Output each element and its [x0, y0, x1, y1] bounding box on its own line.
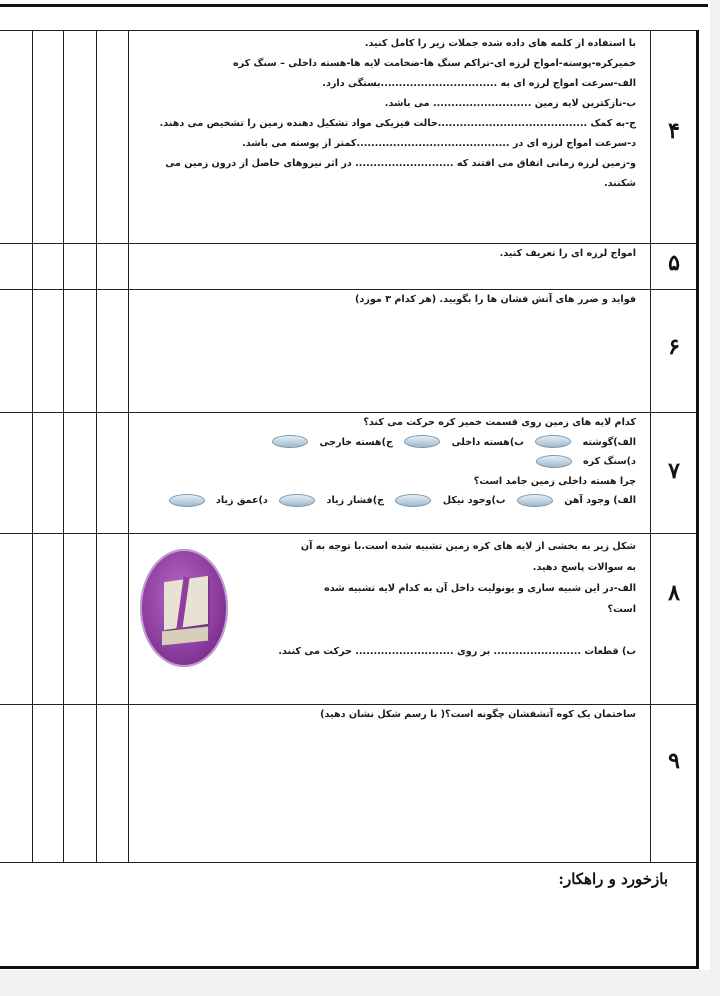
options-row	[161, 433, 636, 453]
question-number: ۶	[668, 334, 680, 360]
option-label: ب)وجود نیکل	[442, 495, 506, 506]
column-divider	[128, 30, 129, 862]
question-line: با استفاده از کلمه های داده شده جملات زیر را کامل کنید.	[364, 38, 636, 49]
option-label: ج)فشار زیاد	[326, 495, 384, 506]
column-divider	[32, 30, 33, 862]
question-number: ۵	[668, 250, 680, 276]
question-line	[278, 620, 636, 641]
layered-model-image	[140, 549, 228, 667]
question-8-text	[278, 536, 636, 662]
row-divider	[0, 30, 696, 31]
styrofoam-base	[162, 627, 208, 646]
row-divider	[0, 533, 696, 534]
question-line: الف-سرعت امواج لرزه ای به ................................بستگی دارد.	[322, 78, 636, 89]
question-line: ب-نازکترین لایه زمین ........................... می باشد.	[384, 98, 636, 109]
answer-option[interactable]	[169, 494, 205, 507]
question-line: شکل زیر به بخشی از لایه های کره زمین تشبیه شده است.با توجه به آن	[300, 541, 636, 552]
question-4-text	[160, 34, 636, 194]
question-line: الف-در این شبیه سازی و یونولیت داخل آن به کدام لایه تشبیه شده	[324, 583, 636, 594]
answer-option[interactable]	[395, 494, 431, 507]
option-label: د)سنگ کره	[582, 456, 636, 467]
option-label: ب)هسته داخلی	[451, 436, 524, 448]
question-6-text	[355, 290, 636, 310]
options-row	[161, 491, 636, 511]
question-line: است؟	[607, 604, 636, 615]
options-row	[161, 452, 636, 472]
option-label: د)عمق زیاد	[215, 495, 268, 506]
question-9-text	[320, 705, 636, 725]
question-line: چرا هسته داخلی زمین جامد است؟	[473, 475, 636, 487]
question-line: به سوالات پاسخ دهید.	[532, 562, 636, 573]
question-line: ساختمان یک کوه آتشفشان چگونه است؟( با رسم شکل نشان دهید)	[320, 709, 636, 720]
question-line: ج-به کمک .........................................حالت فیزیکی مواد تشکیل دهنده زمین را تشخیص می دهند.	[159, 118, 636, 129]
question-line: کدام لایه های زمین روی قسمت خمیر کره حرکت می کند؟	[363, 417, 636, 428]
question-number: ۹	[668, 748, 680, 774]
option-label: الف)گوشته	[582, 436, 636, 448]
answer-option[interactable]	[279, 494, 315, 507]
option-label: الف) وجود آهن	[564, 495, 636, 506]
question-line: خمیرکره-پوسته-امواج لرزه ای-تراکم سنگ ها-ضخامت لایه ها-هسته داخلی – سنگ کره	[233, 58, 636, 69]
answer-option[interactable]	[404, 435, 440, 448]
question-line: و-زمین لرزه زمانی اتفاق می افتند که ........................... در اثر نیروهای حاصل از درون زمین می	[165, 158, 636, 169]
question-number: ۸	[668, 580, 680, 606]
answer-option[interactable]	[536, 455, 572, 468]
column-divider	[650, 30, 651, 862]
question-number: ۴	[668, 118, 680, 144]
question-line: فواید و ضرر های آتش فشان ها را بگویید. (هر کدام ۳ مورد)	[355, 294, 636, 305]
feedback-label: بازخورد و راهکار:	[558, 870, 668, 888]
answer-option[interactable]	[272, 435, 308, 448]
question-line: شکنند.	[603, 178, 636, 189]
row-divider	[0, 862, 696, 863]
question-line: امواج لرزه ای را تعریف کنید.	[499, 248, 636, 259]
question-line: ب) قطعات ........................ بر روی ........................... حرکت می کنند.	[278, 646, 636, 657]
question-5-text	[500, 244, 636, 264]
column-divider	[96, 30, 97, 862]
question-number: ۷	[668, 458, 680, 484]
answer-option[interactable]	[517, 494, 553, 507]
top-border	[0, 4, 708, 7]
question-line: د-سرعت امواج لرزه ای در ..........................................کمتر از پوسته می باشد.	[242, 138, 636, 149]
option-label: ج)هسته خارجی	[319, 436, 393, 448]
column-divider	[63, 30, 64, 862]
answer-option[interactable]	[535, 435, 571, 448]
question-7-text	[161, 413, 636, 511]
